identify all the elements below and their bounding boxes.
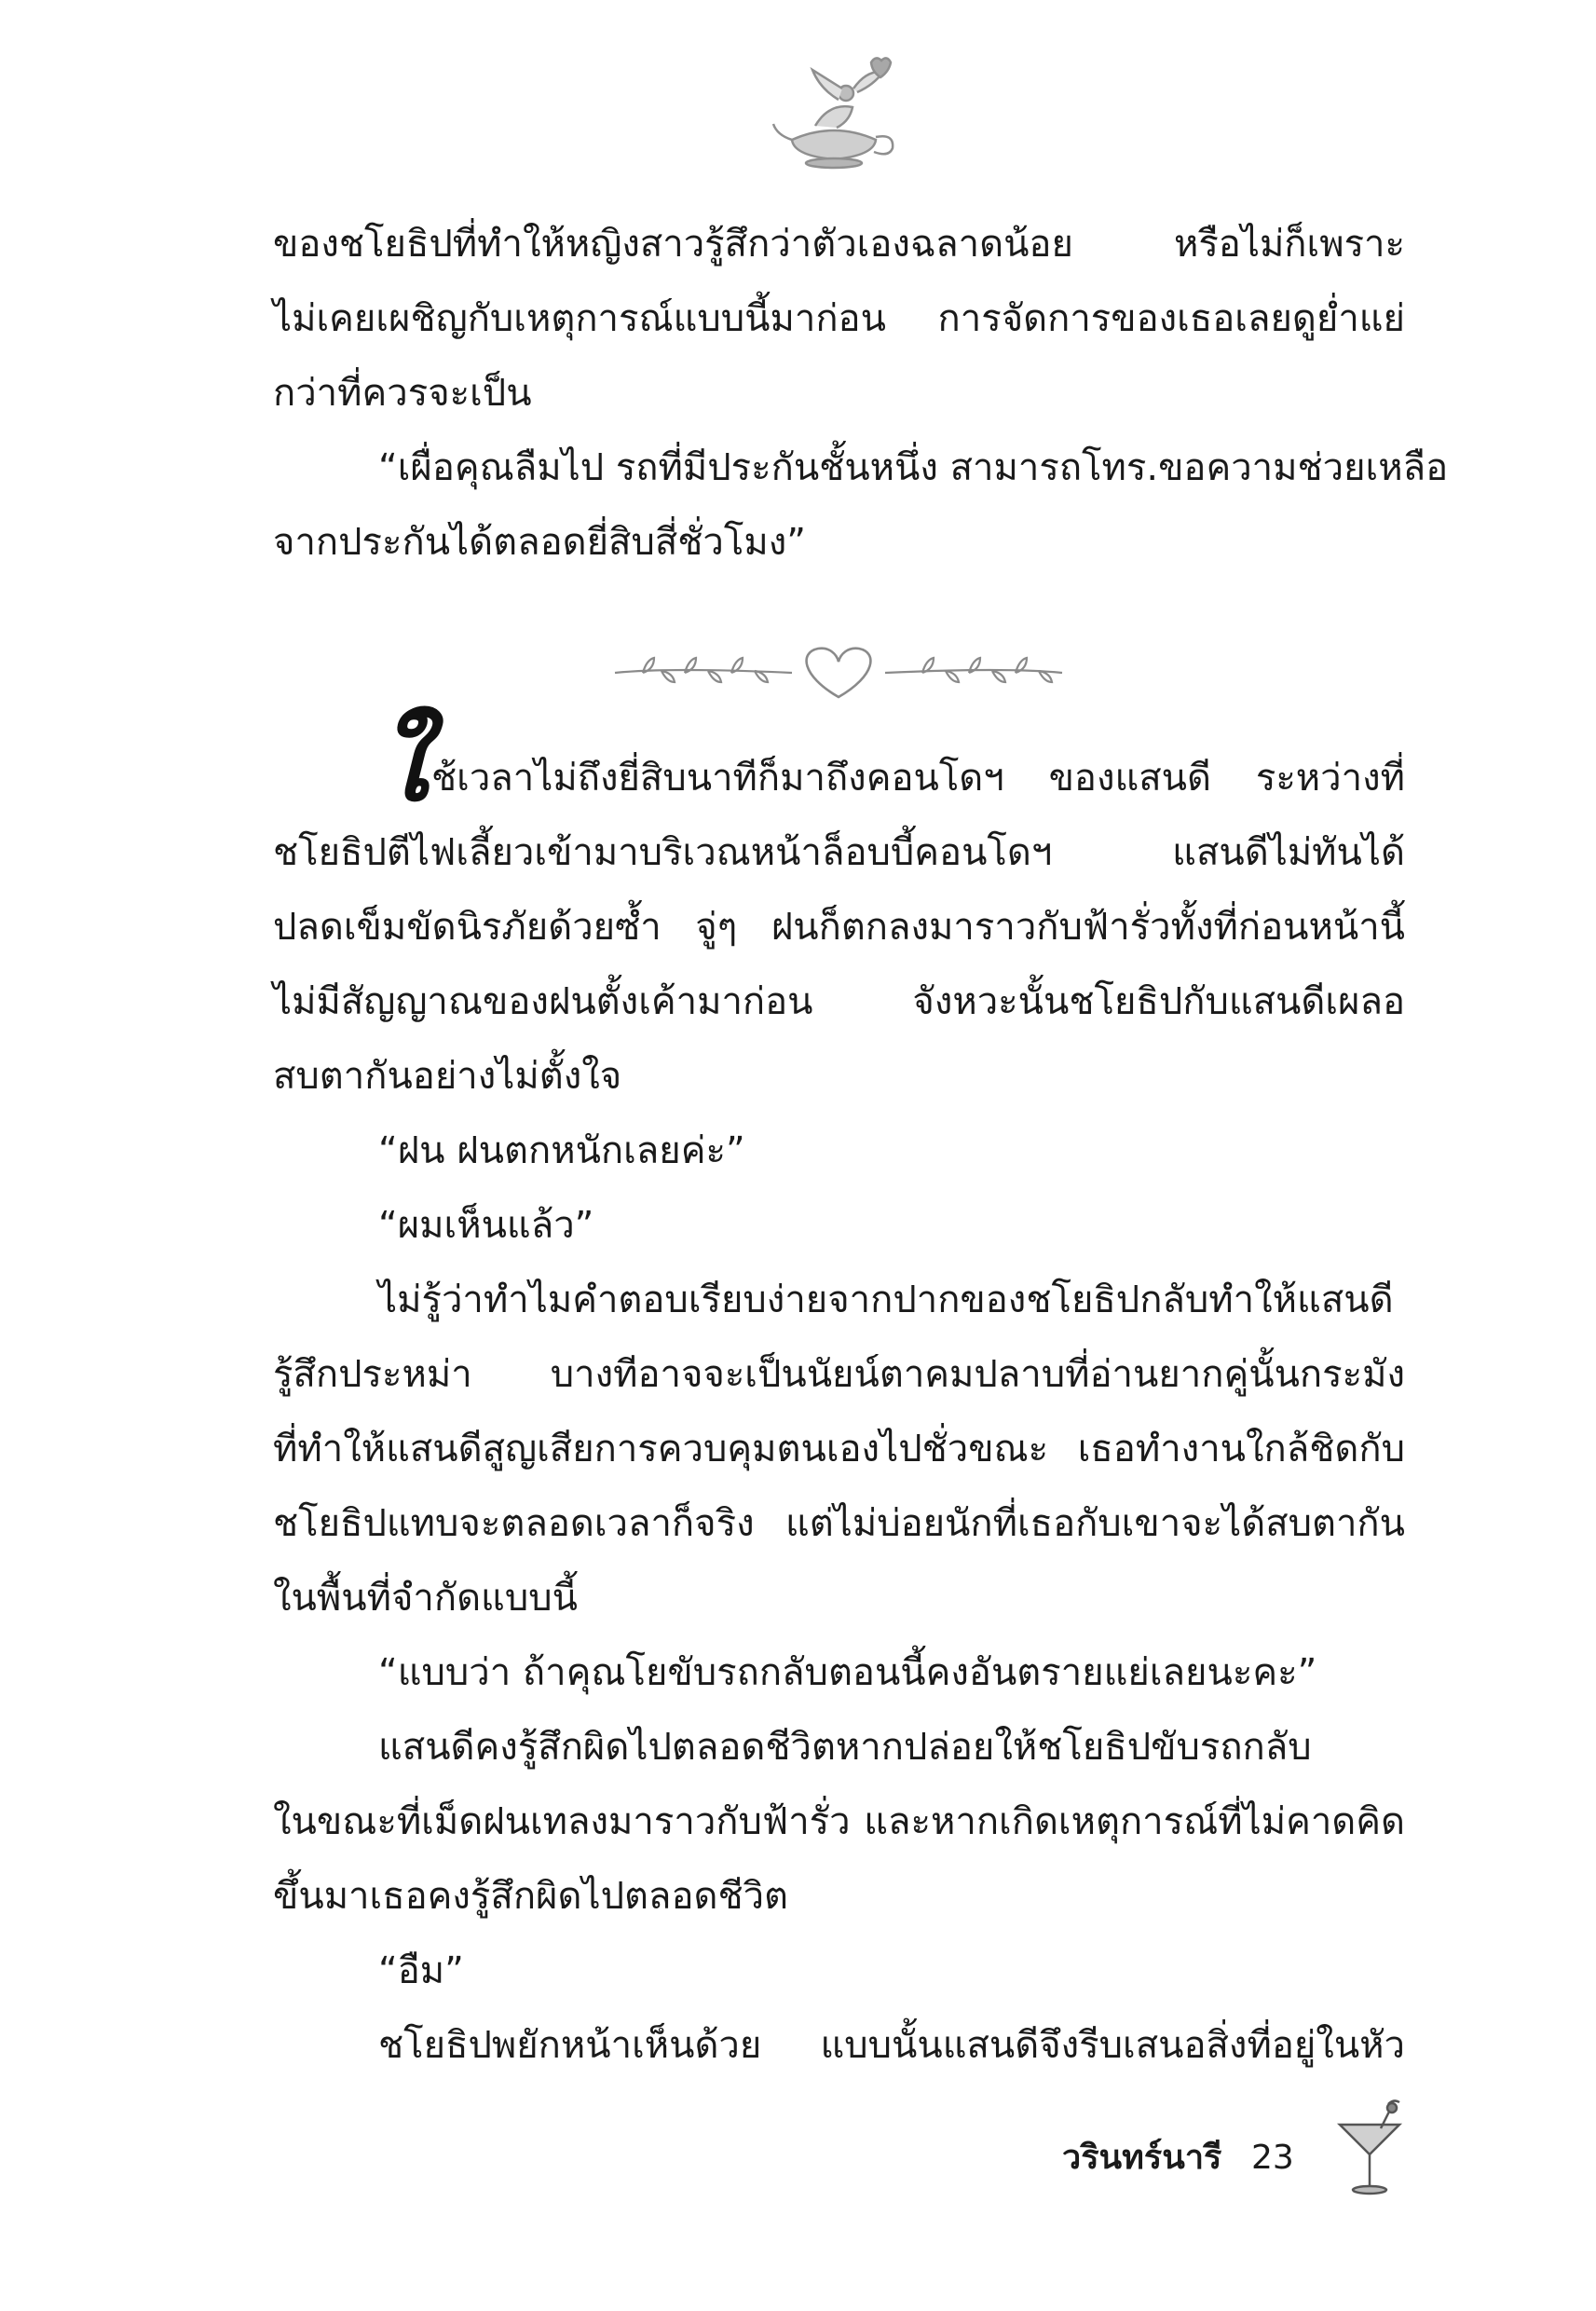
body-line: ของชโยธิปที่ทำให้หญิงสาวรู้สึกว่าตัวเองฉลาดน้อย หรือไม่ก็เพราะ xyxy=(273,223,1405,266)
body-line: ที่ทำให้แสนดีสูญเสียการควบคุมตนเองไปชั่วขณะ เธอทำงานใกล้ชิดกับ xyxy=(273,1428,1405,1470)
teapot-cupid-ornament-icon xyxy=(764,51,904,172)
body-line: ไม่มีสัญญาณของฝนตั้งเค้ามาก่อน จังหวะนั้นชโยธิปกับแสนดีเผลอ xyxy=(273,980,1405,1023)
body-line: สบตากันอย่างไม่ตั้งใจ xyxy=(273,1055,622,1098)
body-line: ชโยธิปตีไฟเลี้ยวเข้ามาบริเวณหน้าล็อบบี้คอนโดฯ แสนดีไม่ทันได้ xyxy=(273,831,1405,874)
vine-heart-divider-icon xyxy=(606,634,1071,708)
dialogue-line: “ผมเห็นแล้ว” xyxy=(378,1204,594,1247)
body-line: ชโยธิปพยักหน้าเห็นด้วย แบบนั้นแสนดีจึงรีบเสนอสิ่งที่อยู่ในหัว xyxy=(378,2024,1405,2067)
page-number: 23 xyxy=(1251,2139,1294,2177)
body-line: ชโยธิปแทบจะตลอดเวลาก็จริง แต่ไม่บ่อยนักที่เธอกับเขาจะได้สบตากัน xyxy=(273,1502,1405,1545)
drop-cap: ใ xyxy=(377,704,428,824)
body-line: ปลดเข็มขัดนิรภัยด้วยซ้ำ จู่ๆ ฝนก็ตกลงมาราวกับฟ้ารั่วทั้งที่ก่อนหน้านี้ xyxy=(273,906,1405,949)
body-line: แสนดีคงรู้สึกผิดไปตลอดชีวิตหากปล่อยให้ชโยธิปขับรถกลับ xyxy=(378,1726,1312,1769)
cocktail-glass-icon xyxy=(1332,2097,1407,2199)
body-line: ในขณะที่เม็ดฝนเทลงมาราวกับฟ้ารั่ว และหากเกิดเหตุการณ์ที่ไม่คาดคิด xyxy=(273,1800,1405,1843)
body-line: ช้เวลาไม่ถึงยี่สิบนาทีก็มาถึงคอนโดฯ ของแสนดี ระหว่างที่ xyxy=(431,757,1405,800)
dialogue-line: “ฝน ฝนตกหนักเลยค่ะ” xyxy=(378,1129,745,1172)
book-title: วรินทร์นารี xyxy=(1062,2139,1222,2177)
body-line: “เผื่อคุณลืมไป รถที่มีประกันชั้นหนึ่ง สามารถโทร.ขอความช่วยเหลือ xyxy=(378,446,1449,489)
body-line: ในพื้นที่จำกัดแบบนี้ xyxy=(273,1577,578,1620)
dialogue-line: “อืม” xyxy=(378,1949,464,1992)
body-line: รู้สึกประหม่า บางทีอาจจะเป็นนัยน์ตาคมปลาบที่อ่านยากคู่นั้นกระมัง xyxy=(273,1353,1405,1396)
body-line: กว่าที่ควรจะเป็น xyxy=(273,372,532,415)
body-line: ไม่เคยเผชิญกับเหตุการณ์แบบนี้มาก่อน การจัดการของเธอเลยดูย่ำแย่ xyxy=(273,297,1405,340)
dialogue-line: “แบบว่า ถ้าคุณโยขับรถกลับตอนนี้คงอันตรายแย่เลยนะคะ” xyxy=(378,1651,1317,1694)
body-line: ไม่รู้ว่าทำไมคำตอบเรียบง่ายจากปากของชโยธิปกลับทำให้แสนดี xyxy=(378,1279,1394,1321)
body-line: จากประกันได้ตลอดยี่สิบสี่ชั่วโมง” xyxy=(273,521,806,564)
body-line: ขึ้นมาเธอคงรู้สึกผิดไปตลอดชีวิต xyxy=(273,1875,789,1918)
